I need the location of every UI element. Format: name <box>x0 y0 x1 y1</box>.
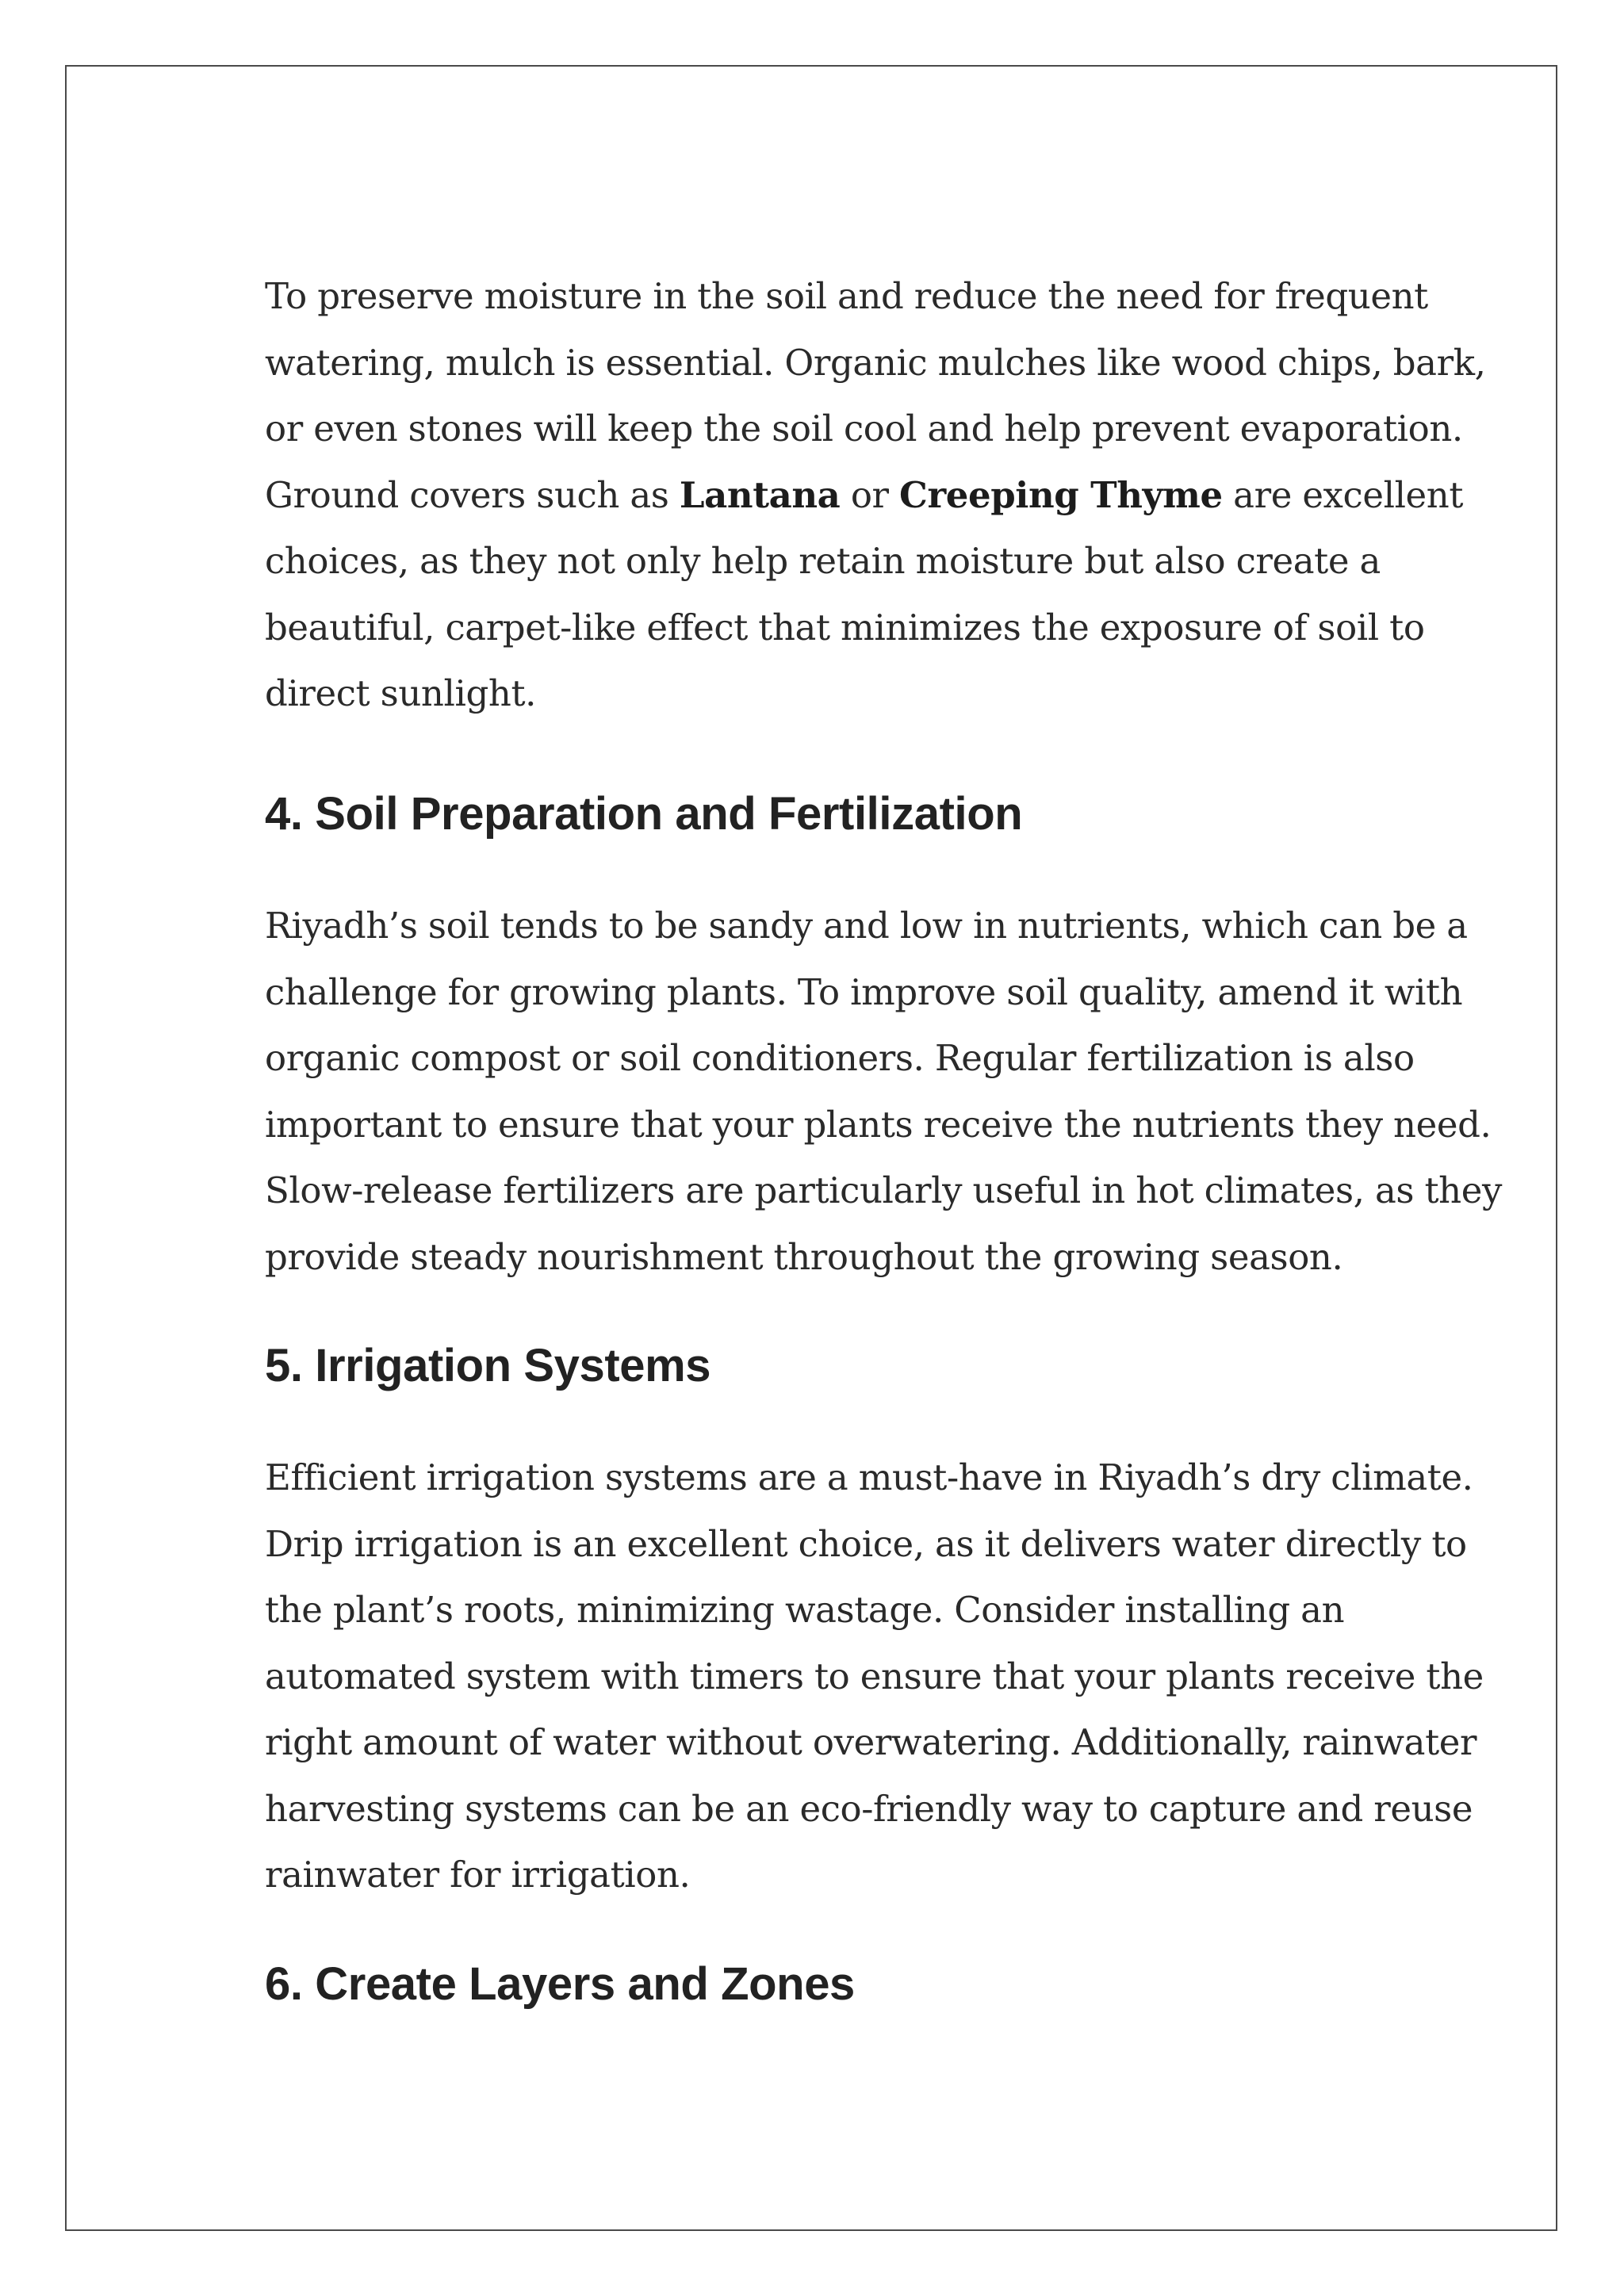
text-line: direct sunlight. <box>265 672 537 714</box>
text-line: beautiful, carpet-like effect that minimizes the exposure of soil to <box>265 606 1425 649</box>
paragraph-mulch <box>265 263 1486 727</box>
text-line: or even stones will keep the soil cool and help prevent evaporation. <box>265 408 1463 450</box>
text-line: Efficient irrigation systems are a must-have in Riyadh’s dry climate. <box>265 1456 1473 1498</box>
bold-term-creeping-thyme: Creeping Thyme <box>899 473 1223 516</box>
text-line: To preserve moisture in the soil and reduce the need for frequent <box>265 275 1428 317</box>
bold-term-lantana: Lantana <box>679 473 841 516</box>
text-line: automated system with timers to ensure that your plants receive the <box>265 1655 1484 1697</box>
heading-layers-and-zones: 6. Create Layers and Zones <box>265 1958 855 2010</box>
text-segment: Ground covers such as <box>265 473 680 516</box>
text-line: right amount of water without overwatering. Additionally, rainwater <box>265 1721 1477 1763</box>
text-line: rainwater for irrigation. <box>265 1854 691 1896</box>
text-segment: are excellent <box>1222 473 1464 516</box>
text-line: challenge for growing plants. To improve soil quality, amend it with <box>265 970 1463 1013</box>
text-segment: or <box>840 473 900 516</box>
text-line: the plant’s roots, minimizing wastage. Consider installing an <box>265 1589 1345 1631</box>
text-line: organic compost or soil conditioners. Regular fertilization is also <box>265 1037 1415 1079</box>
text-line: important to ensure that your plants receive the nutrients they need. <box>265 1103 1492 1146</box>
text-line: watering, mulch is essential. Organic mulches like wood chips, bark, <box>265 341 1486 384</box>
text-line: Slow-release fertilizers are particularly useful in hot climates, as they <box>265 1169 1503 1211</box>
text-line: Drip irrigation is an excellent choice, as it delivers water directly to <box>265 1522 1467 1565</box>
text-line: Riyadh’s soil tends to be sandy and low in nutrients, which can be a <box>265 905 1468 947</box>
heading-soil-preparation: 4. Soil Preparation and Fertilization <box>265 788 1023 840</box>
page-frame <box>65 65 1557 2231</box>
paragraph-soil <box>265 893 1502 1290</box>
text-line: harvesting systems can be an eco-friendly way to capture and reuse <box>265 1787 1473 1830</box>
text-line: provide steady nourishment throughout the growing season. <box>265 1235 1343 1278</box>
paragraph-irrigation <box>265 1445 1484 1908</box>
text-line: choices, as they not only help retain moisture but also create a <box>265 540 1381 582</box>
heading-irrigation-systems: 5. Irrigation Systems <box>265 1340 711 1391</box>
